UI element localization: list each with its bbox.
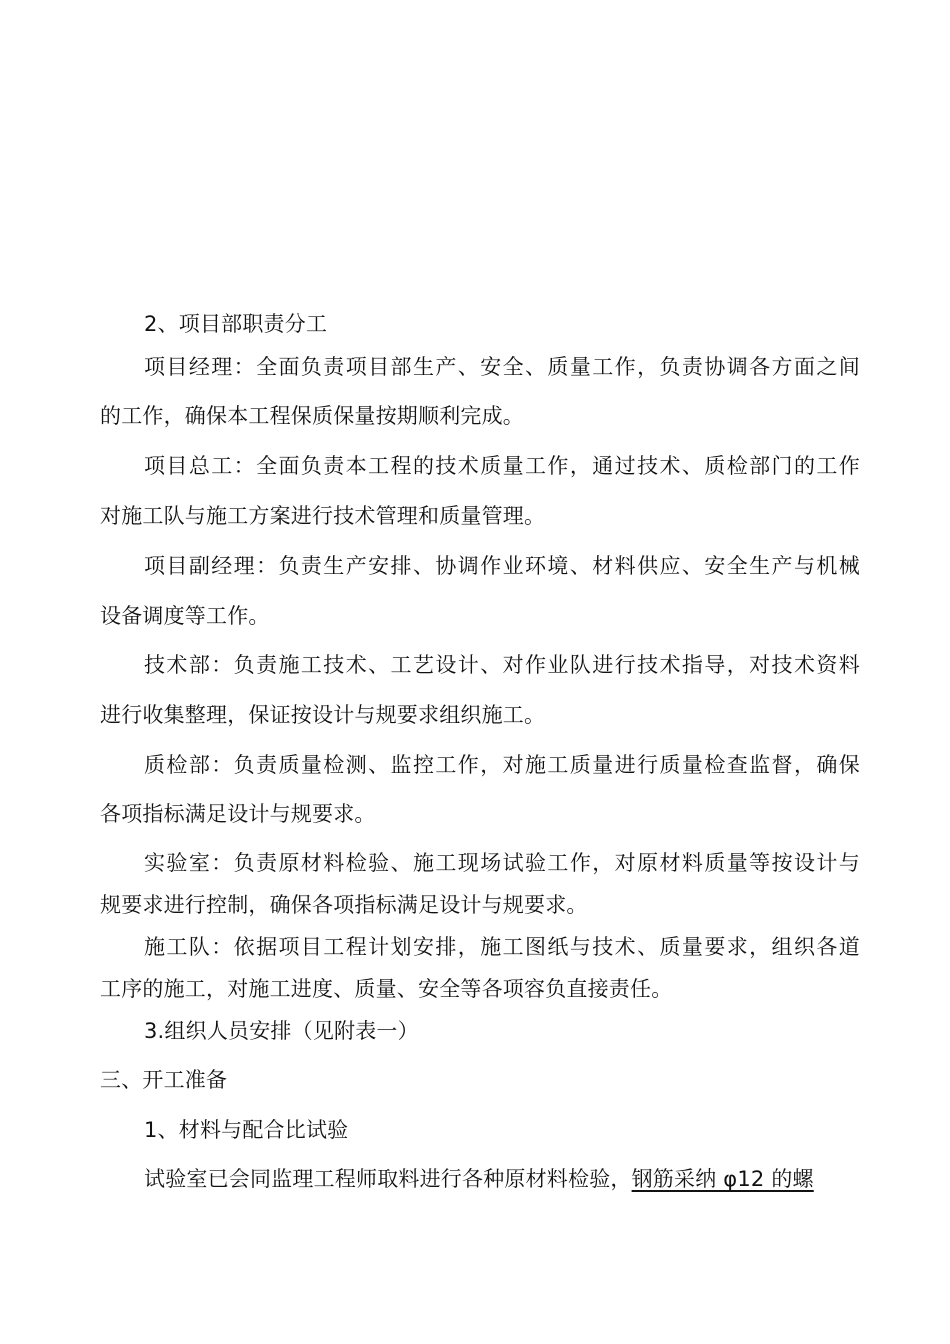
paragraph-line: [144, 1165, 860, 1193]
paragraph-line: 实验室：负责原材料检验、施工现场试验工作，对原材料质量等按设计与: [144, 851, 860, 875]
paragraph-line: 进行收集整理，保证按设计与规要求组织施工。: [100, 703, 546, 727]
paragraph-line: 项目副经理：负责生产安排、协调作业环境、材料供应、安全生产与机械: [144, 554, 860, 578]
last-line-text: 试验室已会同监理工程师取料进行各种原材料检验，: [144, 1167, 632, 1191]
paragraph-line: 规要求进行控制，确保各项指标满足设计与规要求。: [100, 893, 588, 917]
subsection-heading: 3.组织人员安排（见附表一）: [144, 1019, 419, 1043]
underlined-text: 钢筋采纳 φ12 的螺: [631, 1167, 814, 1191]
paragraph-line: 技术部：负责施工技术、工艺设计、对作业队进行技术指导，对技术资料: [144, 653, 860, 677]
paragraph-line: 各项指标满足设计与规要求。: [100, 802, 376, 826]
paragraph-line: 设备调度等工作。: [100, 604, 270, 628]
paragraph-line: 施工队：依据项目工程计划安排，施工图纸与技术、质量要求，组织各道: [144, 935, 860, 959]
paragraph-line: 工序的施工，对施工进度、质量、安全等各项容负直接责任。: [100, 977, 673, 1001]
paragraph-line: 的工作，确保本工程保质保量按期顺利完成。: [100, 404, 524, 428]
paragraph-line: 对施工队与施工方案进行技术管理和质量管理。: [100, 504, 546, 528]
section-heading: 三、开工准备: [100, 1068, 228, 1092]
subsection-heading: 1、材料与配合比试验: [144, 1118, 349, 1142]
section-heading: 2、项目部职责分工: [144, 312, 328, 336]
paragraph-line: 项目总工：全面负责本工程的技术质量工作，通过技术、质检部门的工作: [144, 454, 860, 478]
paragraph-line: 项目经理：全面负责项目部生产、安全、质量工作，负责协调各方面之间: [144, 355, 860, 379]
paragraph-line: 质检部：负责质量检测、监控工作，对施工质量进行质量检查监督，确保: [144, 753, 860, 777]
